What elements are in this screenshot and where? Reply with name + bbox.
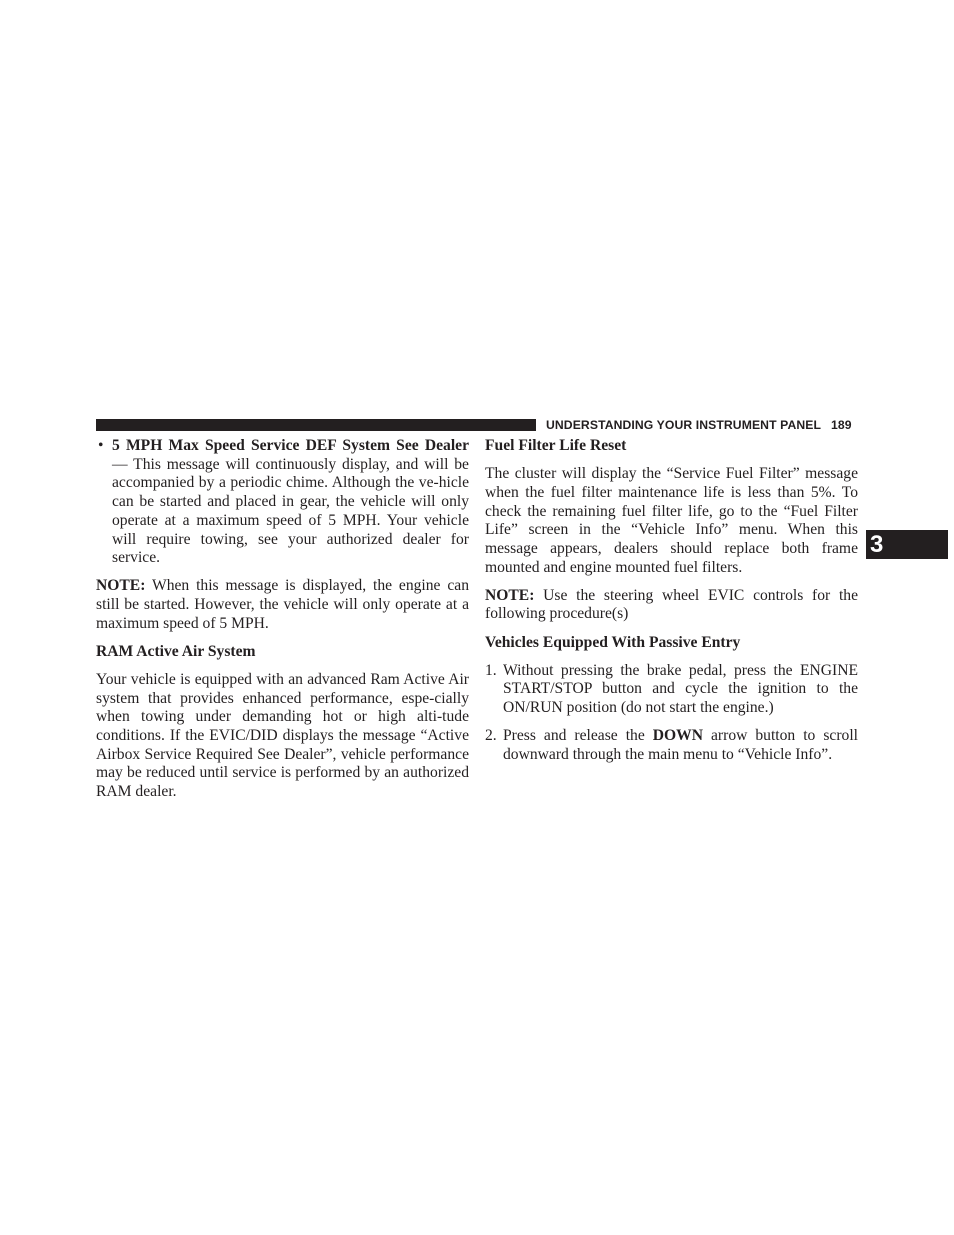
step-item — [485, 727, 858, 764]
bullet-item — [96, 437, 469, 568]
note-label: NOTE: — [96, 577, 146, 595]
bullet-dot: • — [98, 437, 104, 454]
step-item — [485, 662, 858, 718]
section-heading-active-air: RAM Active Air System — [96, 642, 256, 660]
bullet-dash: — — [112, 455, 134, 473]
note-label: NOTE: — [485, 586, 535, 604]
section-paragraph-fuel-filter: The cluster will display the “Service Fuel Filter” message when the fuel filter maintenance life is less than 5%. To check the remaining fuel filter life, go to the “Fuel Filter Life” screen in the “Vehicle Info” menu. When this message appears, dealers should replace both frame mounted and engine mounted fuel filters. — [485, 465, 858, 576]
left-column — [96, 437, 469, 811]
bullet-title: 5 MPH Max Speed Service DEF System See Dealer — [112, 437, 469, 454]
running-header — [546, 417, 858, 433]
subheading-passive-entry: Vehicles Equipped With Passive Entry — [485, 633, 741, 651]
note-text: Use the steering wheel EVIC controls for the following procedure(s) — [485, 586, 858, 623]
header-rule — [96, 419, 536, 431]
step-bold-key: DOWN — [652, 727, 704, 745]
page-number: 189 — [831, 418, 852, 432]
step-number: 2. — [485, 727, 497, 745]
step-number: 1. — [485, 661, 497, 679]
step-text-after: arrow button to scroll downward through the main menu to “Vehicle Info”. — [503, 727, 858, 763]
section-heading-fuel-filter: Fuel Filter Life Reset — [485, 437, 627, 454]
right-column — [485, 437, 858, 774]
step-text-before: Press and release the — [503, 727, 653, 745]
bullet-text: This message will continuously display, and will be accompanied by a periodic chime. Although the ve-hicle can be started and placed in gear, the vehicle will only operate at a maximum speed of 5 MPH. Your vehicle will require towing, see your authorized dealer for service. — [112, 455, 469, 567]
section-title: UNDERSTANDING YOUR INSTRUMENT PANEL — [546, 418, 822, 432]
note-paragraph — [96, 577, 469, 633]
chapter-tab — [866, 530, 948, 559]
chapter-number: 3 — [870, 531, 884, 558]
step-text: Without pressing the brake pedal, press the ENGINE START/STOP button and cycle the ignition to the ON/RUN position (do not start the engine.) — [503, 661, 858, 716]
section-paragraph-active-air: Your vehicle is equipped with an advanced Ram Active Air system that provides enhanced performance, espe-cially when towing under demanding hot or high alti-tude conditions. If the EVIC/DID displays the message “Active Airbox Service Required See Dealer”, vehicle performance may be reduced until service is performed by an authorized RAM dealer. — [96, 670, 469, 801]
note-text: When this message is displayed, the engine can still be started. However, the vehicle will only operate at a maximum speed of 5 MPH. — [96, 577, 469, 632]
note-paragraph — [485, 587, 858, 624]
